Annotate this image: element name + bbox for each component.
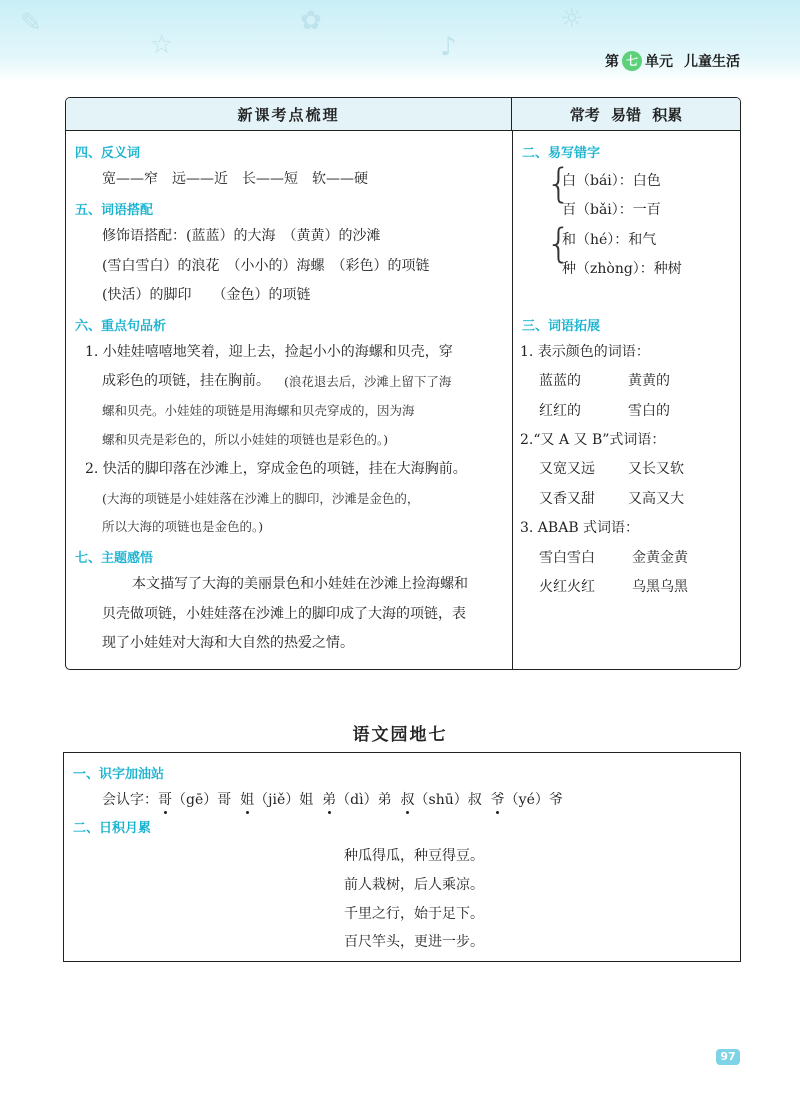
literacy-pinyin: （shū） xyxy=(414,792,468,808)
brace-1: { xyxy=(546,161,572,207)
proverb-line: 前人栽树，后人乘凉。 xyxy=(344,877,484,893)
abab-word: 雪白雪白 xyxy=(539,550,595,566)
sentence2-note-1: (大海的项链是小娃娃落在沙滩上的脚印，沙滩是金色的， xyxy=(102,491,420,506)
unit-prefix: 第 xyxy=(605,54,619,70)
literacy-char: 爷 xyxy=(491,789,505,809)
typo-pair1-b: 百（bǎi）：一百 xyxy=(562,202,661,218)
page-number: 97 xyxy=(716,1049,740,1065)
color-word: 黄黄的 xyxy=(628,373,670,389)
theme-section-title: 七、主题感悟 xyxy=(75,551,154,566)
aab-word: 又香又甜 xyxy=(539,491,595,507)
literacy-section-title: 一、识字加油站 xyxy=(73,767,165,782)
expansion-item-1: 1. 表示颜色的词语： xyxy=(520,344,650,360)
literacy-word: 叔 xyxy=(467,792,482,808)
collocation-section-title: 五、词语搭配 xyxy=(75,203,154,218)
theme-line-1: 本文描写了大海的美丽景色和小娃娃在沙滩上捡海螺和 xyxy=(132,576,468,592)
aab-word: 又高又大 xyxy=(628,491,684,507)
collocation-line-3: (快活）的脚印 （金色）的项链 xyxy=(102,287,311,303)
theme-line-2: 贝壳做项链，小娃娃落在沙滩上的脚印成了大海的项链，表 xyxy=(102,606,466,622)
color-word: 蓝蓝的 xyxy=(539,373,581,389)
unit-suffix: 单元 xyxy=(645,54,673,70)
decor-note-icon: ♪ xyxy=(440,32,457,62)
sentence1-note-1: (浪花退去后，沙滩上留下了海 xyxy=(284,374,452,389)
literacy-char: 叔 xyxy=(401,789,415,809)
abab-word: 金黄金黄 xyxy=(632,550,688,566)
aab-word: 又宽又远 xyxy=(539,461,595,477)
typo-pair2-a: 和（hé）：和气 xyxy=(562,232,657,248)
unit-number-badge: 七 xyxy=(622,51,642,71)
literacy-word: 姐 xyxy=(299,792,314,808)
unit-heading xyxy=(605,49,740,73)
typo-pair2-b: 种（zhòng）：种树 xyxy=(562,261,682,277)
collocation-line-1: 修饰语搭配：(蓝蓝）的大海 （黄黄）的沙滩 xyxy=(102,228,381,244)
sentence2-line: 2. 快活的脚印落在沙滩上，穿成金色的项链，挂在大海胸前。 xyxy=(85,461,467,477)
sentence1-note-2: 螺和贝壳。小娃娃的项链是用海螺和贝壳穿成的，因为海 xyxy=(102,403,415,418)
sentence2-note-2: 所以大海的项链也是金色的。) xyxy=(102,519,264,534)
column-divider xyxy=(512,131,513,669)
collocation-line-2: (雪白雪白）的浪花 （小小的）海螺 （彩色）的项链 xyxy=(102,258,430,274)
literacy-pinyin: （gē） xyxy=(172,792,218,808)
proverb-line: 种瓜得瓜，种豆得豆。 xyxy=(344,848,484,864)
literacy-char: 哥 xyxy=(158,789,172,809)
sentence1-line-1: 1. 小娃娃嘻嘻地笑着，迎上去，捡起小小的海螺和贝壳，穿 xyxy=(85,344,453,360)
language-garden-box xyxy=(63,752,741,962)
literacy-char: 弟 xyxy=(322,789,336,809)
decor-sun-icon: ☼ xyxy=(560,4,584,34)
literacy-line xyxy=(102,789,563,809)
literacy-pinyin: （dì） xyxy=(336,792,378,808)
proverb-line: 百尺竿头，更进一步。 xyxy=(344,934,484,950)
literacy-pinyin: （yé） xyxy=(504,792,549,808)
decor-pencil-icon: ✎ xyxy=(20,8,42,38)
section-main-title: 语文园地七 xyxy=(352,725,448,745)
abab-word: 乌黑乌黑 xyxy=(632,579,688,595)
word-expansion-title: 三、词语拓展 xyxy=(522,319,601,334)
decor-flower-icon: ✿ xyxy=(300,6,322,36)
abab-word: 火红火红 xyxy=(539,579,595,595)
unit-title: 儿童生活 xyxy=(684,54,740,70)
sentence1-line-2: 成彩色的项链，挂在胸前。 xyxy=(102,373,270,389)
expansion-item-3: 3. ABAB 式词语： xyxy=(520,520,640,536)
antonym-section-title: 四、反义词 xyxy=(75,146,141,161)
sentence-analysis-title: 六、重点句品析 xyxy=(75,319,167,334)
header-band xyxy=(0,0,800,82)
antonym-line: 宽——窄 远——近 长——短 软——硬 xyxy=(102,171,368,187)
color-word: 红红的 xyxy=(539,403,581,419)
color-word: 雪白的 xyxy=(628,403,670,419)
proverb-line: 千里之行，始于足下。 xyxy=(344,906,484,922)
theme-line-3: 现了小娃娃对大海和大自然的热爱之情。 xyxy=(102,635,354,651)
sentence1-note-3: 螺和贝壳是彩色的，所以小娃娃的项链也是彩色的。) xyxy=(102,432,389,447)
daily-accumulation-title: 二、日积月累 xyxy=(73,821,152,836)
aab-word: 又长又软 xyxy=(628,461,684,477)
review-table xyxy=(65,97,741,670)
typo-section-title: 二、易写错字 xyxy=(522,146,601,161)
literacy-word: 爷 xyxy=(548,792,563,808)
literacy-pinyin: （jiě） xyxy=(254,792,300,808)
literacy-label: 会认字： xyxy=(102,792,158,808)
expansion-item-2: 2.“又 A 又 B”式词语： xyxy=(520,432,666,448)
typo-pair1-a: 白（bái）：白色 xyxy=(562,173,661,189)
literacy-char: 姐 xyxy=(240,789,254,809)
right-column-header: 常考 易错 积累 xyxy=(512,98,740,131)
literacy-word: 哥 xyxy=(217,792,232,808)
brace-2: { xyxy=(546,221,572,267)
literacy-word: 弟 xyxy=(377,792,392,808)
decor-star-icon: ☆ xyxy=(150,30,174,60)
left-column-header: 新课考点梳理 xyxy=(66,98,512,131)
